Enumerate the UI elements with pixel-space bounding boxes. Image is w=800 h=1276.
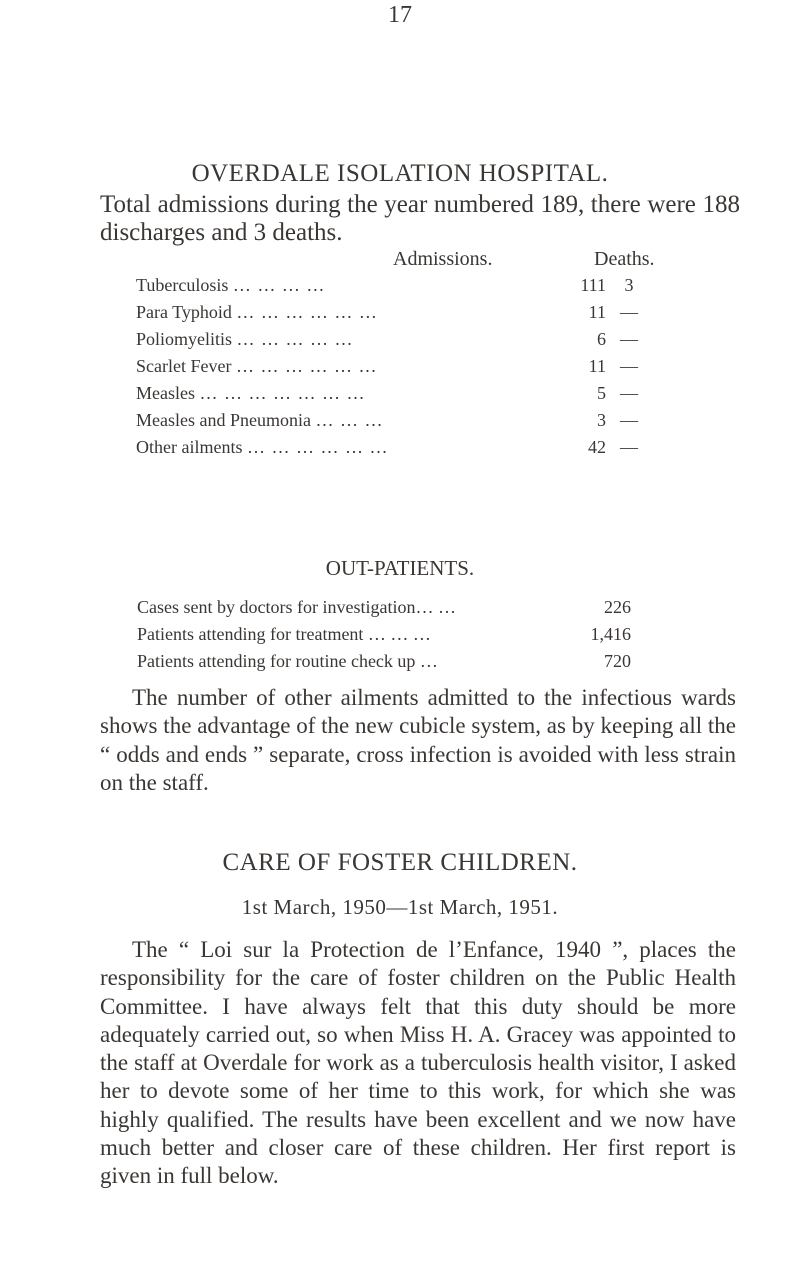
outpatient-row [137, 597, 631, 624]
outpatient-label: Patients attending for treatment … … … [137, 624, 431, 644]
outpatient-label: Cases sent by doctors for investigation… … [137, 597, 456, 617]
page-number: 17 [388, 2, 412, 28]
outpatient-value: 226 [604, 597, 631, 617]
leader-dots: … … … [315, 410, 384, 430]
admissions-value: 11 [588, 356, 606, 376]
leader-dots: … … … … … … [236, 302, 378, 322]
outpatient-value: 1,416 [590, 624, 631, 644]
outpatient-row [137, 651, 631, 678]
deaths-value: — [620, 329, 638, 349]
admissions-value: 6 [597, 329, 606, 349]
deaths-value: — [620, 302, 638, 322]
deaths-value: 3 [624, 275, 634, 295]
hospital-paragraph-text: The number of other ailments admitted to the infectious wards shows the advantage of the new cubicle system, as by keeping all the “ odds and ends ” separate, cross infection is avoided with less strain on the staff. [100, 685, 736, 795]
deaths-value: — [620, 383, 638, 403]
condition-label [136, 383, 365, 404]
condition-label [136, 275, 325, 296]
admissions-row [136, 437, 766, 464]
leader-dots: … … … … … … [246, 437, 389, 457]
admissions-row [136, 329, 766, 356]
admissions-row [136, 275, 766, 302]
condition-name: Measles and Pneumonia [136, 410, 311, 430]
leader-dots: … … … … … … [235, 356, 378, 376]
condition-label [136, 302, 378, 323]
admissions-value: 11 [588, 302, 606, 322]
condition-name: Other ailments [136, 437, 243, 457]
condition-name: Measles [136, 383, 195, 403]
admissions-value: 3 [597, 410, 606, 430]
admissions-row [136, 302, 766, 329]
outpatient-row [137, 624, 631, 651]
outpatient-label: Patients attending for routine check up … [137, 651, 438, 671]
deaths-value: — [620, 437, 638, 457]
deaths-column-header: Deaths. [594, 248, 655, 270]
deaths-value: — [620, 356, 638, 376]
admissions-row [136, 410, 766, 437]
foster-paragraph-text: The “ Loi sur la Protection de l’Enfance, 1940 ”, places the responsibility for the care of foster children on the Public Health Committee. I have always felt that this duty should be more adequately carried out, so when Miss H. A. Gracey was appointed to the staff at Overdale for work as a tuberculosis health visitor, I asked her to devote some of her time to this work, for which she was highly qualified. The results have been excellent and we now have much better and closer care of these children. Her first report is given in full below. [100, 937, 736, 1189]
outpatients-heading: OUT-PATIENTS. [325, 556, 475, 580]
foster-heading: CARE OF FOSTER CHILDREN. [222, 849, 578, 876]
hospital-paragraph [100, 684, 736, 797]
admissions-value: 5 [597, 383, 606, 403]
condition-label [136, 329, 354, 350]
condition-label [136, 410, 383, 431]
date-range: 1st March, 1950—1st March, 1951. [241, 895, 559, 919]
admissions-column-header: Admissions. [393, 248, 493, 270]
admissions-value: 111 [580, 275, 606, 295]
condition-label [136, 437, 388, 458]
leader-dots: … … … … … … … [199, 383, 366, 403]
deaths-value: — [620, 410, 638, 430]
outpatient-value: 720 [604, 651, 631, 671]
foster-paragraph [100, 936, 736, 1191]
leader-dots: … … … … … [236, 329, 354, 349]
admissions-row [136, 383, 766, 410]
condition-label [136, 356, 377, 377]
hospital-intro: Total admissions during the year numbered 189, there were 188 discharges and 3 deaths. [100, 191, 740, 246]
leader-dots: … … … … [232, 275, 326, 295]
condition-name: Scarlet Fever [136, 356, 232, 376]
hospital-heading: OVERDALE ISOLATION HOSPITAL. [191, 160, 609, 187]
admissions-row [136, 356, 766, 383]
condition-name: Poliomyelitis [136, 329, 233, 349]
condition-name: Para Typhoid [136, 302, 232, 322]
condition-name: Tuberculosis [136, 275, 229, 295]
admissions-value: 42 [588, 437, 606, 457]
